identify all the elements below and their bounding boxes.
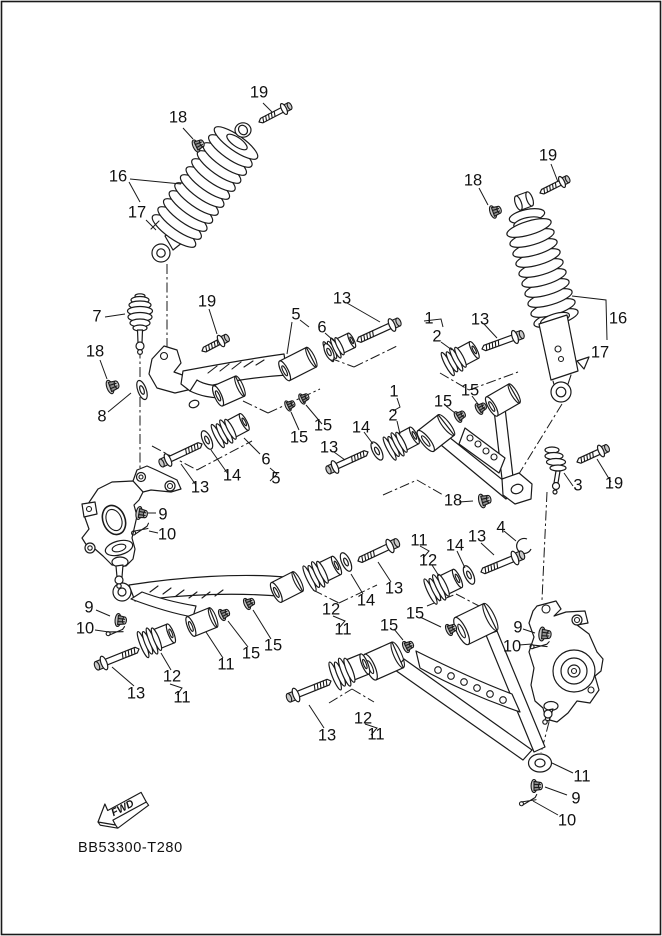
steering-knuckle-right — [529, 601, 603, 724]
callout-9: 9 — [513, 618, 523, 637]
callout-13: 13 — [319, 438, 339, 457]
callout-13: 13 — [317, 726, 337, 745]
callout-2: 2 — [432, 327, 442, 346]
callout-18: 18 — [463, 171, 483, 190]
callout-3: 3 — [573, 476, 583, 495]
callout-9: 9 — [571, 789, 581, 808]
callout-11: 11 — [334, 620, 352, 639]
callout-1: 1 — [424, 309, 434, 328]
callout-14: 14 — [351, 418, 371, 437]
callout-19: 19 — [604, 474, 624, 493]
callout-9: 9 — [84, 598, 94, 617]
callout-14: 14 — [222, 466, 242, 485]
callout-17: 17 — [127, 203, 147, 222]
shock-right-damper — [539, 310, 578, 402]
callout-11: 11 — [410, 531, 428, 550]
callout-16: 16 — [608, 309, 628, 328]
callout-1: 1 — [389, 382, 399, 401]
fwd-direction-arrow — [98, 792, 149, 828]
callout-17: 17 — [590, 343, 610, 362]
callout-19: 19 — [538, 146, 558, 165]
coil-spring-left — [148, 122, 261, 253]
callout-12: 12 — [321, 600, 341, 619]
callout-16: 16 — [108, 167, 128, 186]
callout-18: 18 — [443, 491, 463, 510]
callout-6: 6 — [261, 450, 271, 469]
callout-19: 19 — [197, 292, 217, 311]
lower-control-arm-right — [395, 631, 552, 772]
callout-15: 15 — [379, 616, 399, 635]
fwd-label: FWD — [109, 797, 137, 820]
callout-10: 10 — [75, 619, 95, 638]
callout-15: 15 — [405, 604, 425, 623]
callout-15: 15 — [241, 644, 261, 663]
callout-11: 11 — [173, 688, 191, 707]
callout-12: 12 — [418, 551, 438, 570]
callout-5: 5 — [271, 469, 281, 488]
callout-6: 6 — [317, 318, 327, 337]
callout-13: 13 — [470, 310, 490, 329]
callout-13: 13 — [384, 579, 404, 598]
callout-2: 2 — [388, 406, 398, 425]
callout-7: 7 — [92, 307, 102, 326]
exploded-axis-guides — [152, 346, 518, 703]
callout-13: 13 — [332, 289, 352, 308]
callout-15: 15 — [263, 636, 283, 655]
callout-15: 15 — [289, 428, 309, 447]
callout-15: 15 — [433, 392, 453, 411]
callout-12: 12 — [162, 667, 182, 686]
callout-8: 8 — [97, 407, 107, 426]
callout-14: 14 — [445, 536, 465, 555]
callout-10: 10 — [502, 637, 522, 656]
view-pointer-17 — [577, 357, 589, 369]
callout-11: 11 — [573, 767, 591, 786]
callout-9: 9 — [158, 505, 168, 524]
callout-15: 15 — [460, 381, 480, 400]
callout-11: 11 — [367, 725, 385, 744]
part-code: BB53300-T280 — [78, 840, 183, 856]
callout-11: 11 — [217, 655, 235, 674]
callout-15: 15 — [313, 416, 333, 435]
callout-14: 14 — [356, 591, 376, 610]
callout-4: 4 — [496, 518, 506, 537]
upper-control-arm-right — [441, 408, 532, 504]
callout-18: 18 — [168, 108, 188, 127]
callout-13: 13 — [190, 478, 210, 497]
callout-5: 5 — [291, 305, 301, 324]
callout-12: 12 — [353, 709, 373, 728]
callout-18: 18 — [85, 342, 105, 361]
callout-19: 19 — [249, 83, 269, 102]
upper-ball-joint-left — [128, 294, 153, 355]
upper-ball-joint-right — [545, 447, 566, 494]
callout-13: 13 — [467, 527, 487, 546]
callout-10: 10 — [157, 525, 177, 544]
callout-10: 10 — [557, 811, 577, 830]
callout-13: 13 — [126, 684, 146, 703]
lower-control-arm-left — [113, 575, 287, 617]
